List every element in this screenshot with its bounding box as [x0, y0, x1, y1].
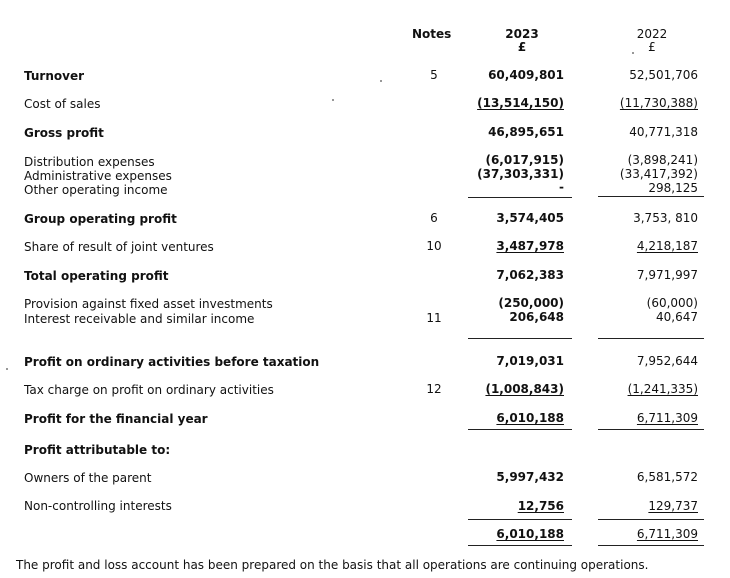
subtotal-rule	[468, 429, 572, 430]
row-prior-value: 6,581,572	[636, 470, 698, 484]
subtotal-rule	[468, 338, 572, 339]
row-prior-value: 3,753, 810	[633, 211, 698, 225]
subtotal-rule	[598, 196, 704, 197]
scan-artifact	[332, 99, 334, 101]
row-label: Interest receivable and similar income	[24, 312, 255, 326]
row-note: 10	[426, 239, 442, 253]
subtotal-rule	[598, 429, 704, 430]
scan-artifact	[6, 368, 8, 370]
row-note: 12	[426, 382, 442, 396]
row-label: Cost of sales	[24, 97, 101, 111]
row-label: Non-controlling interests	[24, 499, 172, 513]
row-current-value: 7,062,383	[496, 268, 564, 282]
row-note: 6	[430, 211, 438, 225]
row-prior-value: (1,241,335)	[627, 382, 698, 396]
subtotal-rule	[468, 197, 572, 198]
row-prior-value: (11,730,388)	[619, 96, 698, 110]
row-prior-value: 6,711,309	[636, 411, 698, 425]
row-prior-value: 4,218,187	[636, 239, 698, 253]
row-current-value: (6,017,915)	[485, 153, 564, 167]
row-prior-value: 129,737	[648, 499, 698, 513]
row-current-value: 6,010,188	[496, 527, 564, 541]
row-label: Group operating profit	[24, 212, 177, 226]
row-current-value: (250,000)	[498, 296, 564, 310]
prior-currency-header: £	[648, 40, 656, 54]
row-prior-value: 298,125	[648, 181, 698, 195]
row-label: Administrative expenses	[24, 169, 172, 183]
row-label: Profit for the financial year	[24, 412, 208, 426]
row-label: Turnover	[24, 69, 84, 83]
row-label: Profit on ordinary activities before taxation	[24, 355, 320, 369]
row-current-value: 46,895,651	[488, 125, 564, 139]
scan-artifact	[380, 80, 382, 82]
row-label: Distribution expenses	[24, 155, 155, 169]
row-label: Total operating profit	[24, 269, 169, 283]
row-current-value: 6,010,188	[496, 411, 564, 425]
row-prior-value: 7,952,644	[636, 354, 698, 368]
row-prior-value: 6,711,309	[636, 527, 698, 541]
row-label: Share of result of joint ventures	[24, 240, 214, 254]
row-prior-value: 40,771,318	[629, 125, 698, 139]
scan-artifact	[632, 52, 634, 54]
double-underline	[598, 545, 704, 546]
row-prior-value: (33,417,392)	[619, 167, 698, 181]
subtotal-rule	[598, 338, 704, 339]
row-current-value: -	[559, 180, 564, 194]
row-current-value: (13,514,150)	[477, 96, 564, 110]
row-current-value: 12,756	[517, 499, 564, 513]
row-label: Owners of the parent	[24, 471, 152, 485]
prior-year-header: 2022	[636, 27, 668, 41]
total-rule	[598, 519, 704, 520]
double-underline	[468, 545, 572, 546]
section-heading: Profit attributable to:	[24, 443, 171, 457]
row-label: Tax charge on profit on ordinary activities	[24, 383, 274, 397]
row-prior-value: 40,647	[656, 310, 698, 324]
row-current-value: 3,574,405	[496, 211, 564, 225]
footnote: The profit and loss account has been prepared on the basis that all operations are continuing operations.	[16, 558, 649, 572]
row-label: Gross profit	[24, 126, 104, 140]
row-current-value: 3,487,978	[496, 239, 564, 253]
row-label: Other operating income	[24, 183, 168, 197]
row-current-value: 7,019,031	[496, 354, 564, 368]
notes-header: Notes	[412, 27, 452, 41]
row-prior-value: 52,501,706	[629, 68, 698, 82]
row-current-value: (1,008,843)	[485, 382, 564, 396]
current-currency-header: £	[517, 40, 527, 54]
current-year-header: 2023	[505, 27, 539, 41]
row-label: Provision against fixed asset investments	[24, 297, 273, 311]
row-current-value: 5,997,432	[496, 470, 564, 484]
row-current-value: 206,648	[509, 310, 564, 324]
row-note: 5	[430, 68, 438, 82]
row-prior-value: 7,971,997	[636, 268, 698, 282]
total-rule	[468, 519, 572, 520]
row-current-value: (37,303,331)	[477, 167, 564, 181]
row-prior-value: (60,000)	[646, 296, 698, 310]
row-current-value: 60,409,801	[488, 68, 564, 82]
row-note: 11	[426, 311, 442, 325]
row-prior-value: (3,898,241)	[627, 153, 698, 167]
